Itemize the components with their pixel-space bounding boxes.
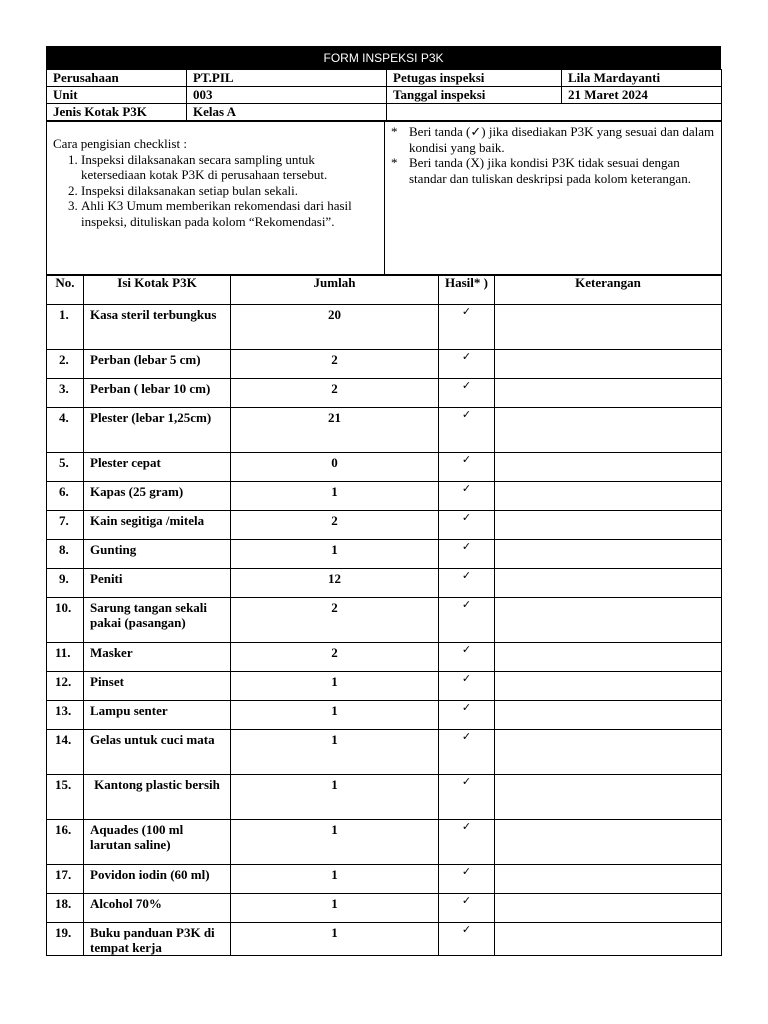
check-mark-icon: ✓ [439,350,495,379]
notes-list [391,124,715,186]
note-text: Beri tanda (✓) jika disediakan P3K yang sesuai dan dalam kondisi yang baik. [409,124,715,155]
row-item: Perban (lebar 5 cm) [84,350,231,379]
table-row [47,453,722,482]
table-row [47,511,722,540]
note-text: Beri tanda (X) jika kondisi P3K tidak sesuai dengan standar dan tuliskan deskripsi pada kolom keterangan. [409,155,691,186]
table-row [47,775,722,820]
check-mark-icon: ✓ [439,820,495,865]
row-no: 8. [47,540,84,569]
table-row [47,379,722,408]
row-remarks [495,775,722,820]
table-row [47,598,722,643]
row-no: 3. [47,379,84,408]
check-mark-icon: ✓ [439,701,495,730]
row-qty: 20 [231,305,439,350]
table-row [47,482,722,511]
row-qty: 1 [231,730,439,775]
instructions-steps [53,152,378,230]
row-qty: 2 [231,511,439,540]
row-no: 11. [47,643,84,672]
table-row [47,350,722,379]
table-row [47,305,722,350]
row-remarks [495,820,722,865]
row-qty: 1 [231,865,439,894]
instruction-step: 1. Inspeksi dilaksanakan secara sampling untuk ketersediaan kotak P3K di perusahaan tersebut. [81,152,378,183]
table-row [47,408,722,453]
box-type-label: Jenis Kotak P3K [47,104,187,121]
check-mark-icon: ✓ [439,894,495,923]
empty-info-cell [387,104,722,121]
marking-notes [385,122,722,275]
row-no: 12. [47,672,84,701]
row-remarks [495,569,722,598]
header-qty: Jumlah [231,276,439,305]
row-item: Gelas untuk cuci mata [84,730,231,775]
row-item: Perban ( lebar 10 cm) [84,379,231,408]
table-row [47,894,722,923]
checklist-instructions [47,122,385,275]
row-item: Sarung tangan sekali pakai (pasangan) [84,598,231,643]
box-type-value: Kelas A [187,104,387,121]
instructions-table [46,121,722,275]
table-row [47,865,722,894]
row-remarks [495,598,722,643]
row-item: Plester cepat [84,453,231,482]
row-qty: 21 [231,408,439,453]
row-remarks [495,865,722,894]
note-item [391,155,715,186]
row-item: Lampu senter [84,701,231,730]
unit-label: Unit [47,87,187,104]
check-mark-icon: ✓ [439,775,495,820]
table-row [47,701,722,730]
row-no: 6. [47,482,84,511]
row-no: 19. [47,923,84,956]
table-row [47,643,722,672]
row-item: Gunting [84,540,231,569]
table-row [47,820,722,865]
row-qty: 0 [231,453,439,482]
row-item: Pinset [84,672,231,701]
row-qty: 1 [231,482,439,511]
row-no: 1. [47,305,84,350]
check-mark-icon: ✓ [439,482,495,511]
note-marker: * [391,155,398,170]
instructions-heading: Cara pengisian checklist : [53,136,187,151]
row-no: 4. [47,408,84,453]
row-remarks [495,408,722,453]
row-no: 17. [47,865,84,894]
check-mark-icon: ✓ [439,865,495,894]
table-row [47,672,722,701]
date-value: 21 Maret 2024 [562,87,722,104]
row-qty: 2 [231,598,439,643]
check-mark-icon: ✓ [439,305,495,350]
check-mark-icon: ✓ [439,453,495,482]
inspection-form [46,46,721,956]
row-item: Povidon iodin (60 ml) [84,865,231,894]
row-qty: 1 [231,894,439,923]
row-remarks [495,350,722,379]
row-qty: 1 [231,775,439,820]
row-qty: 1 [231,820,439,865]
header-result: Hasil* ) [439,276,495,305]
inspector-label: Petugas inspeksi [387,70,562,87]
row-qty: 2 [231,350,439,379]
table-row [47,540,722,569]
instruction-step: 2. Inspeksi dilaksanakan setiap bulan sekali. [81,183,378,199]
row-no: 5. [47,453,84,482]
row-no: 2. [47,350,84,379]
header-item: Isi Kotak P3K [84,276,231,305]
row-qty: 2 [231,379,439,408]
check-mark-icon: ✓ [439,540,495,569]
row-no: 18. [47,894,84,923]
p3k-checklist-table [46,275,722,956]
row-remarks [495,453,722,482]
row-item: Masker [84,643,231,672]
row-qty: 1 [231,923,439,956]
check-mark-icon: ✓ [439,598,495,643]
row-remarks [495,305,722,350]
row-remarks [495,894,722,923]
row-item: Plester (lebar 1,25cm) [84,408,231,453]
row-item: Buku panduan P3K di tempat kerja [84,923,231,956]
row-qty: 12 [231,569,439,598]
row-qty: 1 [231,701,439,730]
form-title: FORM INSPEKSI P3K [46,46,721,69]
row-remarks [495,923,722,956]
instruction-step: 3. Ahli K3 Umum memberikan rekomendasi dari hasil inspeksi, dituliskan pada kolom “Rekomendasi”. [81,198,378,229]
row-no: 15. [47,775,84,820]
row-qty: 2 [231,643,439,672]
check-mark-icon: ✓ [439,569,495,598]
row-remarks [495,379,722,408]
check-mark-icon: ✓ [439,730,495,775]
row-remarks [495,540,722,569]
row-remarks [495,672,722,701]
unit-value: 003 [187,87,387,104]
note-marker: * [391,124,398,139]
row-item: Aquades (100 ml larutan saline) [84,820,231,865]
row-no: 10. [47,598,84,643]
table-row [47,923,722,956]
row-no: 16. [47,820,84,865]
row-no: 13. [47,701,84,730]
row-no: 7. [47,511,84,540]
check-mark-icon: ✓ [439,672,495,701]
row-remarks [495,511,722,540]
row-no: 9. [47,569,84,598]
row-qty: 1 [231,672,439,701]
row-remarks [495,730,722,775]
header-remarks: Keterangan [495,276,722,305]
company-label: Perusahaan [47,70,187,87]
row-item: Alcohol 70% [84,894,231,923]
row-remarks [495,482,722,511]
row-item: Kain segitiga /mitela [84,511,231,540]
check-mark-icon: ✓ [439,923,495,956]
header-no: No. [47,276,84,305]
row-item: Peniti [84,569,231,598]
table-row [47,730,722,775]
row-remarks [495,701,722,730]
check-mark-icon: ✓ [439,511,495,540]
row-item: Kantong plastic bersih [84,775,231,820]
inspector-value: Lila Mardayanti [562,70,722,87]
check-mark-icon: ✓ [439,379,495,408]
date-label: Tanggal inspeksi [387,87,562,104]
row-no: 14. [47,730,84,775]
row-item: Kapas (25 gram) [84,482,231,511]
row-item: Kasa steril terbungkus [84,305,231,350]
row-qty: 1 [231,540,439,569]
company-value: PT.PIL [187,70,387,87]
check-mark-icon: ✓ [439,408,495,453]
row-remarks [495,643,722,672]
table-row [47,569,722,598]
form-info-table [46,69,722,121]
check-mark-icon: ✓ [439,643,495,672]
note-item [391,124,715,155]
